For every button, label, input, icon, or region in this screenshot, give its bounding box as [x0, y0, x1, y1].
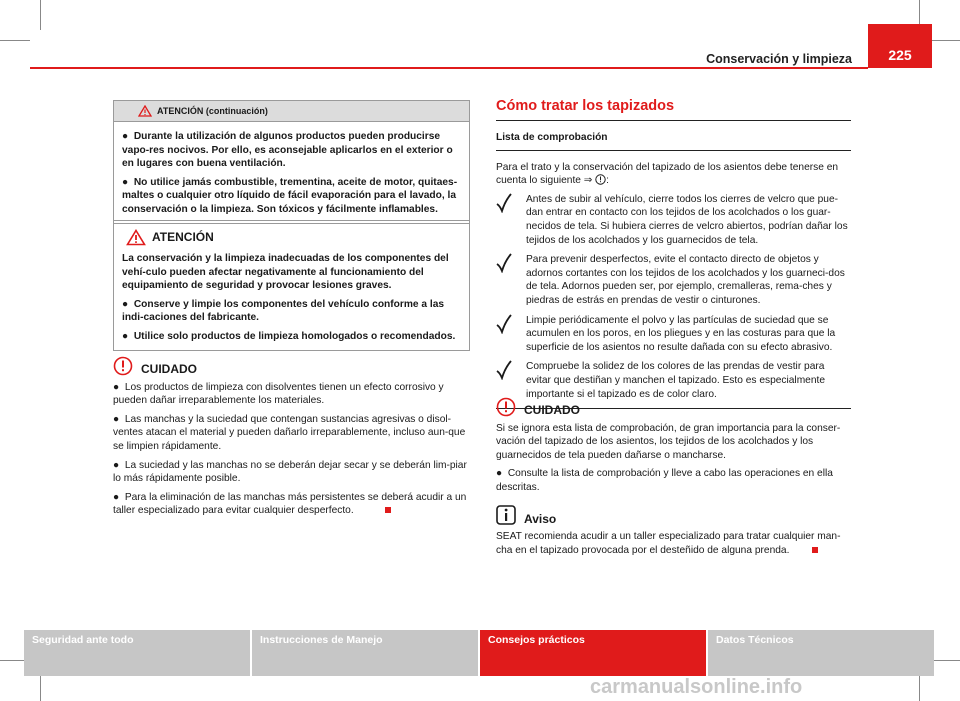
caution-icon	[496, 397, 516, 417]
checkmark-icon	[496, 253, 516, 307]
caution-item: ● Para la eliminación de las manchas más persistentes se deberá acudir a un taller especializado para evitar cualquier desperfecto.	[113, 491, 467, 517]
warning-item: ● Durante la utilización de algunos productos pueden producirse vapo-res nocivos. Por ello, es aconsejable aplicarlos en el exterior o en lugares con buena ventilación.	[122, 131, 453, 170]
checkmark-icon	[496, 314, 516, 355]
crop-mark	[930, 40, 960, 41]
caution-item: ● La suciedad y las manchas no se deberán dejar secar y se deberán lim-piar lo más rápidamente posible.	[113, 459, 467, 485]
crop-mark	[0, 40, 30, 41]
header-rule	[30, 67, 868, 69]
note-header	[496, 505, 851, 527]
caution-item: ● Las manchas y la suciedad que contengan sustancias agresivas o disol-ventes atacan el material y pueden dañarlo irreparablemente, incluso aun-que se limpien rápidamente.	[113, 413, 466, 452]
caution-icon	[113, 356, 133, 376]
checklist-item: Para prevenir desperfectos, evite el contacto directo de objetos y adornos cortantes con los tejidos de los acolchados y los guarneci-dos de tela. Adornos pueden ser, por ejemplo, cremalleras, rema-ches y piedras de estrás en prendas de vestir o cinturones.	[496, 253, 851, 307]
watermark: carmanualsonline.info	[590, 676, 803, 698]
info-icon	[496, 505, 516, 525]
section-title: Conservación y limpieza	[706, 52, 852, 66]
end-marker	[812, 547, 818, 553]
note-title: Aviso	[524, 511, 557, 526]
warning-bar	[114, 101, 469, 122]
caution-title: CUIDADO	[524, 403, 580, 417]
caution-header	[113, 355, 468, 377]
tab-consejos[interactable]: Consejos prácticos	[480, 630, 708, 676]
checklist-section	[496, 131, 851, 415]
warning-triangle-icon	[126, 229, 146, 246]
end-marker	[385, 507, 391, 513]
warning-item: ● Conserve y limpie los componentes del vehículo conforme a las indi-caciones del fabricante.	[122, 298, 445, 324]
crop-mark	[930, 660, 960, 661]
page-number: 225	[868, 24, 932, 68]
tab-instrucciones[interactable]: Instrucciones de Manejo	[252, 630, 480, 676]
warning-title: ATENCIÓN	[152, 229, 214, 244]
checklist-item: Limpie periódicamente el polvo y las partículas de suciedad que se acumulen en los poros, en los pliegues y en las costuras para que la superficie de los asientos no resulte dañada con su efecto abrasivo.	[496, 314, 851, 355]
caution-text: Si se ignora esta lista de comprobación, de gran importancia para la conser-vación del tapizado de los asientos, los tejidos de los acolchados y los guarnecidos de tela pueden dañarse o mancharse.	[496, 422, 841, 461]
warning-continued-box	[113, 100, 470, 224]
crop-mark	[40, 0, 41, 30]
checkmark-icon	[496, 360, 516, 401]
warning-item: ● No utilice jamás combustible, trementina, aceite de motor, quitaes-maltes o cualquier otro líquido de fácil evaporación para el lavado, la conservación o la limpieza. Son tóxicos y fácilmente inflamables.	[122, 176, 458, 215]
page-heading: Cómo tratar los tapizados	[496, 98, 851, 121]
checklist-intro: Para el trato y la conservación del tapizado de los asientos debe tenerse en cuenta lo siguiente ⇒ :	[496, 161, 839, 187]
checklist-item: Antes de subir al vehículo, cierre todos los cierres de velcro que pue-dan entrar en contacto con los tejidos de los acolchados o los guar-necidos de tela. Si hubiera cierres de velcro abiertos, podrían dañar los tejidos de los acolchados y los guarnecidos de tela.	[496, 193, 851, 247]
caution-item: ● Consulte la lista de comprobación y lleve a cabo las operaciones en ella descritas.	[496, 468, 833, 493]
caution-item: ● Los productos de limpieza con disolventes tienen un efecto corrosivo y pueden dañar irreparablemente los materiales.	[113, 381, 444, 407]
footer-navigation	[24, 630, 934, 676]
checklist-item: Compruebe la solidez de los colores de las prendas de vestir para evitar que destiñan y manchen el tapizado. Esto es especialmente importante si el tapizado es de color claro.	[496, 360, 851, 409]
caution-title: CUIDADO	[141, 362, 197, 376]
caution-header	[496, 396, 851, 418]
tab-seguridad[interactable]: Seguridad ante todo	[24, 630, 252, 676]
warning-triangle-icon	[138, 105, 152, 117]
warning-intro: La conservación y la limpieza inadecuadas de los componentes del vehí-culo pueden afectar negativamente al funcionamiento del equipamiento de seguridad y provocar lesiones graves.	[122, 253, 449, 292]
warning-header	[122, 229, 461, 246]
checkmark-icon	[496, 193, 516, 247]
caution-section-right	[496, 396, 851, 562]
warning-item: ● Utilice solo productos de limpieza homologados o recomendados.	[122, 330, 456, 342]
caution-section	[113, 355, 468, 523]
tab-datos[interactable]: Datos Técnicos	[708, 630, 934, 676]
note-text: SEAT recomienda acudir a un taller especializado para tratar cualquier man-cha en el tapizado provocada por el desteñido de alguna prenda.	[496, 531, 841, 556]
checklist-subtitle: Lista de comprobación	[496, 131, 851, 151]
warning-continued-title: ATENCIÓN (continuación)	[157, 106, 268, 116]
caution-ref-icon	[595, 174, 606, 185]
warning-box	[113, 220, 470, 351]
